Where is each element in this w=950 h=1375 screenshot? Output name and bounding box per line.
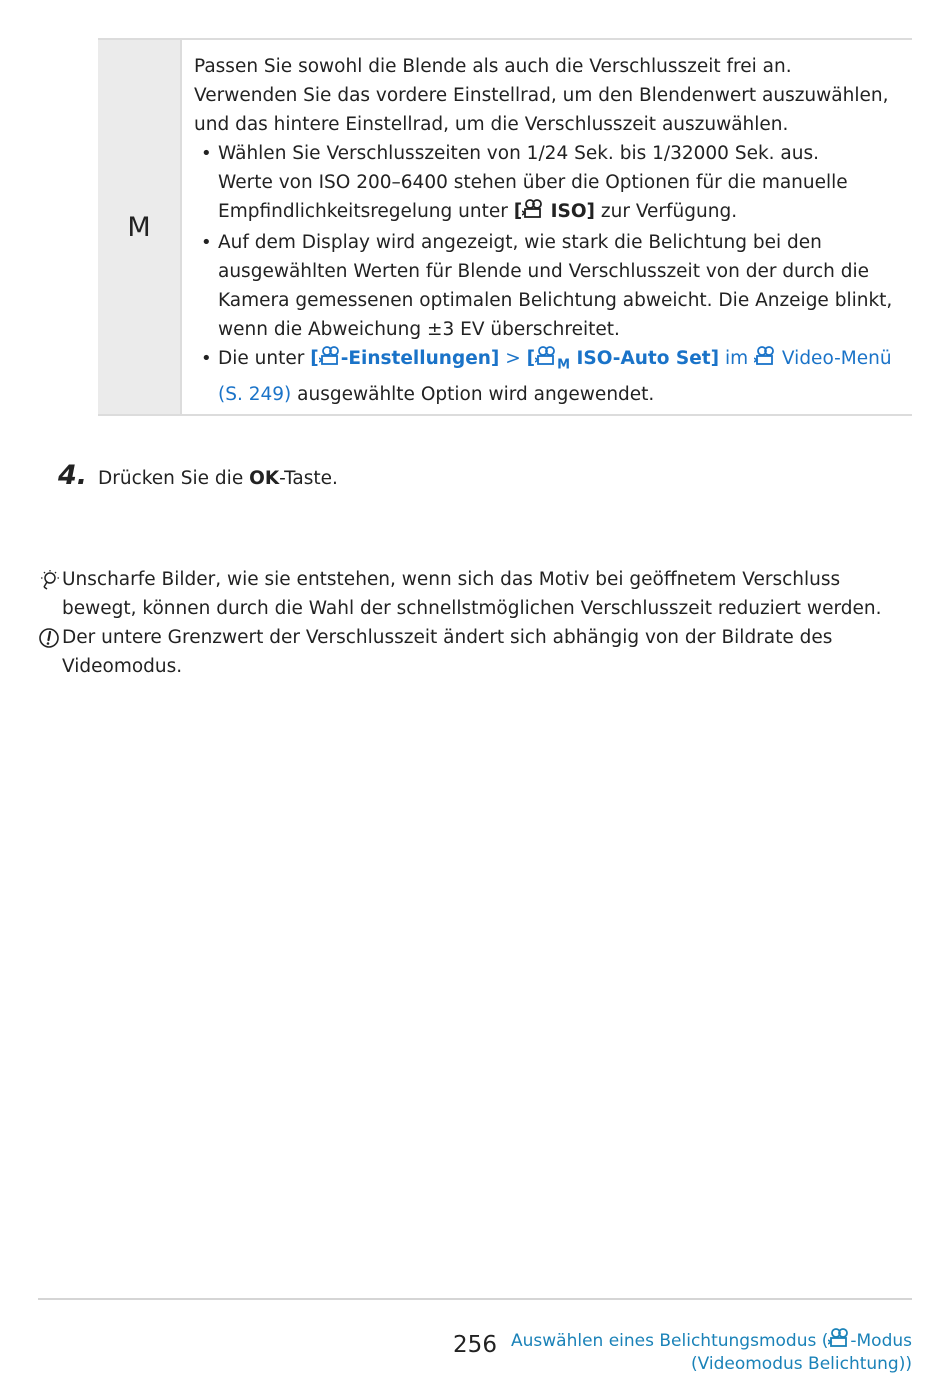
step-text: Drücken Sie die OK-Taste. — [98, 468, 338, 489]
movie-camera-icon — [754, 346, 776, 375]
movie-settings-link[interactable]: [ -Einstellungen] — [310, 348, 499, 369]
tip-note — [38, 565, 918, 623]
movie-camera-icon — [535, 346, 557, 375]
page-number: 256 — [453, 1332, 497, 1358]
caution-icon — [38, 627, 60, 658]
tip-text: Unscharfe Bilder, wie sie entstehen, wenn sich das Motiv bei geöffnetem Verschluss bewegt, können durch die Wahl der schnellstmöglichen Verschlusszeit reduziert werden. — [62, 569, 882, 619]
intro-line-1: Passen Sie sowohl die Blende als auch die Verschlusszeit frei an. — [194, 56, 792, 77]
bullet3-prefix: Die unter — [218, 348, 311, 369]
mode-label: M — [98, 40, 182, 414]
bullet3-suffix: ausgewählte Option wird angewendet. — [291, 383, 655, 405]
mode-description — [182, 40, 912, 414]
notes — [38, 565, 918, 681]
bullet-shutter-range — [194, 139, 900, 228]
im-text: im — [719, 348, 755, 369]
footer-divider — [38, 1298, 912, 1300]
caution-note — [38, 623, 918, 681]
movie-camera-icon — [828, 1328, 850, 1354]
bullet1-iso: ISO] — [544, 201, 596, 222]
exposure-mode-table — [98, 38, 912, 416]
step-4 — [58, 460, 338, 491]
bullet1-bracket: [ — [513, 201, 523, 222]
movie-camera-icon — [522, 199, 544, 228]
breadcrumb-separator: > — [499, 348, 527, 369]
iso-auto-set-link[interactable]: [ $_M$ ISO-Auto Set] — [527, 348, 719, 369]
bullet-list — [194, 139, 900, 409]
video-menu-link[interactable]: Video-Menü (S. 249) — [218, 348, 892, 405]
bullet1-line1: Wählen Sie Verschlusszeiten von 1/24 Sek. bis 1/32000 Sek. aus. — [218, 143, 820, 164]
bullet-iso-auto-set — [194, 344, 900, 409]
ok-button-label: OK — [249, 468, 280, 489]
bullet1-line2: Werte von ISO 200–6400 stehen über die Optionen für die manuelle Empfindlichkeitsregelung unter — [218, 172, 848, 222]
tip-lightbulb-icon — [38, 569, 60, 600]
bullet-exposure-deviation: • Auf dem Display wird angezeigt, wie stark die Belichtung bei den ausgewählten Werten für Blende und Verschlusszeit von der durch die Kamera gemessenen optimalen Belichtung abweicht. Die Anzeige blinkt, wenn die Abweichung ±3 EV überschreitet. — [194, 228, 900, 344]
section-title-link[interactable]: Auswählen eines Belichtungsmodus ( -Modus (Videomodus Belichtung)) — [511, 1328, 912, 1375]
bullet1-tail: zur Verfügung. — [595, 201, 738, 222]
intro-line-2: Verwenden Sie das vordere Einstellrad, um den Blendenwert auszuwählen, und das hintere Einstellrad, um die Verschlusszeit auszuwählen. — [194, 85, 889, 135]
caution-text: Der untere Grenzwert der Verschlusszeit ändert sich abhängig von der Bildrate des Videomodus. — [62, 627, 833, 677]
step-number: 4. — [58, 460, 88, 491]
movie-camera-icon — [319, 346, 341, 375]
